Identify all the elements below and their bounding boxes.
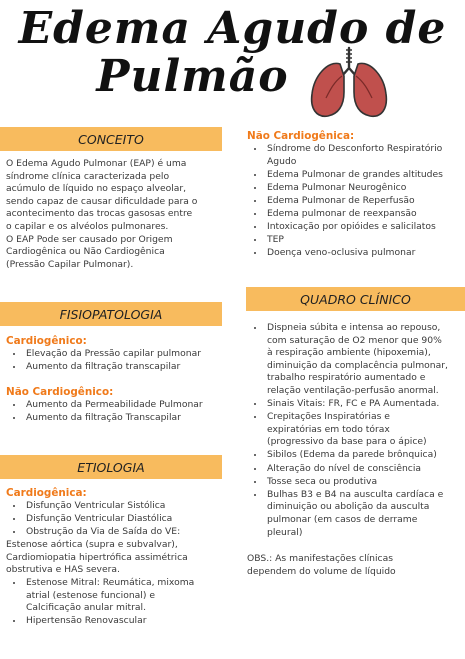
conceito-line: O Edema Agudo Pulmonar (EAP) é uma xyxy=(6,158,187,169)
etiologia-section xyxy=(6,486,230,628)
fisiopatologia-banner xyxy=(0,302,222,326)
cardiogenica-label: Cardiogênica: xyxy=(6,487,87,499)
cardiogenico-label: Cardiogênico: xyxy=(6,335,87,347)
list-item: • Hipertensão Renovascular xyxy=(24,615,230,628)
nao-cardiogenica-label: Não Cardiogênica: xyxy=(247,130,355,142)
etiologia-plain-line: obstrutiva e HAS severa. xyxy=(6,564,120,576)
list-item: • Disfunção Ventricular Diastólica xyxy=(24,513,230,526)
conceito-line: o capilar e os alvéolos pulmonares. xyxy=(6,220,169,232)
conceito-line: O EAP Pode ser causado por Origem xyxy=(6,233,173,245)
list-item: • Doença veno-oclusiva pulmonar xyxy=(265,247,463,260)
etiologia-heading: ETIOLOGIA xyxy=(77,459,145,475)
conceito-line: síndrome clínica caracterizada pelo xyxy=(6,170,170,182)
list-item: • Alteração do nível de consciência xyxy=(265,463,463,476)
obs-line: dependem do volume de líquido xyxy=(247,565,396,577)
etiologia-list-a xyxy=(6,500,230,539)
list-item: • Aumento da filtração transcapilar xyxy=(24,361,228,374)
list-item: • Intoxicação por opióides e salicilatos xyxy=(265,221,463,234)
nao-cardiogenico-list xyxy=(6,399,228,425)
list-item: • Sibilos (Edema da parede brônquica) xyxy=(265,449,463,462)
list-item: • Tosse seca ou produtiva xyxy=(265,476,463,489)
quadro-clinico-heading: QUADRO CLÍNICO xyxy=(300,291,411,307)
quadro-clinico-list xyxy=(247,322,463,539)
conceito-line: sendo capaz de causar dificuldade para o xyxy=(6,195,198,207)
list-item: • Edema Pulmonar Neurogênico xyxy=(265,182,463,195)
fisiopatologia-heading: FISIOPATOLOGIA xyxy=(59,306,163,322)
conceito-heading: CONCEITO xyxy=(78,131,144,147)
list-item: • Edema pulmonar de reexpansão xyxy=(265,208,463,221)
nao-cardiogenica-list xyxy=(247,143,463,260)
list-item: • Estenose Mitral: Reumática, mixoma atrial (estenose funcional) e Calcificação anular mitral. xyxy=(24,577,230,615)
list-item: • Síndrome do Desconforto Respiratório Agudo xyxy=(265,143,463,168)
etiologia-banner xyxy=(0,455,222,479)
list-item: • TEP xyxy=(265,234,463,247)
etiologia-plain-line: Estenose aórtica (supra e subvalvar), xyxy=(6,539,178,551)
list-item: • Crepitações Inspiratórias e expiratórias em todo tórax (progressivo da base para o ápice) xyxy=(265,411,463,449)
conceito-line: Cardiogênica ou Não Cardiogênica xyxy=(6,246,165,258)
list-item: • Elevação da Pressão capilar pulmonar xyxy=(24,348,228,361)
conceito-banner xyxy=(0,127,222,151)
list-item: • Edema Pulmonar de grandes altitudes xyxy=(265,169,463,182)
page-title-line-2: Pulmão xyxy=(96,51,289,102)
quadro-clinico-banner xyxy=(246,287,465,311)
list-item: • Disfunção Ventricular Sistólica xyxy=(24,500,230,513)
list-item: • Sinais Vitais: FR, FC e PA Aumentada. xyxy=(265,398,463,411)
etiologia-plain-line: Cardiomiopatia hipertrófica assimétrica xyxy=(6,551,188,563)
etiologia-list-b xyxy=(6,577,230,628)
list-item: • Aumento da Permeabilidade Pulmonar xyxy=(24,399,228,412)
fisiopatologia-section xyxy=(6,334,228,425)
cardiogenico-list xyxy=(6,348,228,374)
conceito-line: acúmulo de líquido no espaço alveolar, xyxy=(6,183,187,195)
list-item: • Edema Pulmonar de Reperfusão xyxy=(265,195,463,208)
list-item: • Aumento da filtração Transcapilar xyxy=(24,412,228,425)
conceito-line: (Pressão Capilar Pulmonar). xyxy=(6,258,134,270)
page-title-line-1: Edema Agudo de xyxy=(18,3,447,54)
list-item: • Obstrução da Via de Saída do VE: xyxy=(24,526,230,539)
lungs-icon xyxy=(306,46,392,120)
nao-cardiogenica-section xyxy=(247,129,463,260)
obs-line: OBS.: As manifestações clínicas xyxy=(247,553,394,565)
nao-cardiogenico-label: Não Cardiogênico: xyxy=(6,385,114,398)
list-item: • Bulhas B3 e B4 na ausculta cardíaca e diminuição ou abolição da ausculta pulmonar (em casos de derrame pleural) xyxy=(265,489,463,539)
conceito-text xyxy=(6,158,224,271)
list-item: • Dispneia súbita e intensa ao repouso, com saturação de O2 menor que 90% à respiração ambiente (hipoxemia), diminuição da complacência pulmonar, trabalho respiratório aumentado e relação ventilação-perfusão anormal. xyxy=(265,322,463,398)
conceito-line: acontecimento das trocas gasosas entre xyxy=(6,208,193,220)
quadro-clinico-section xyxy=(247,322,463,578)
